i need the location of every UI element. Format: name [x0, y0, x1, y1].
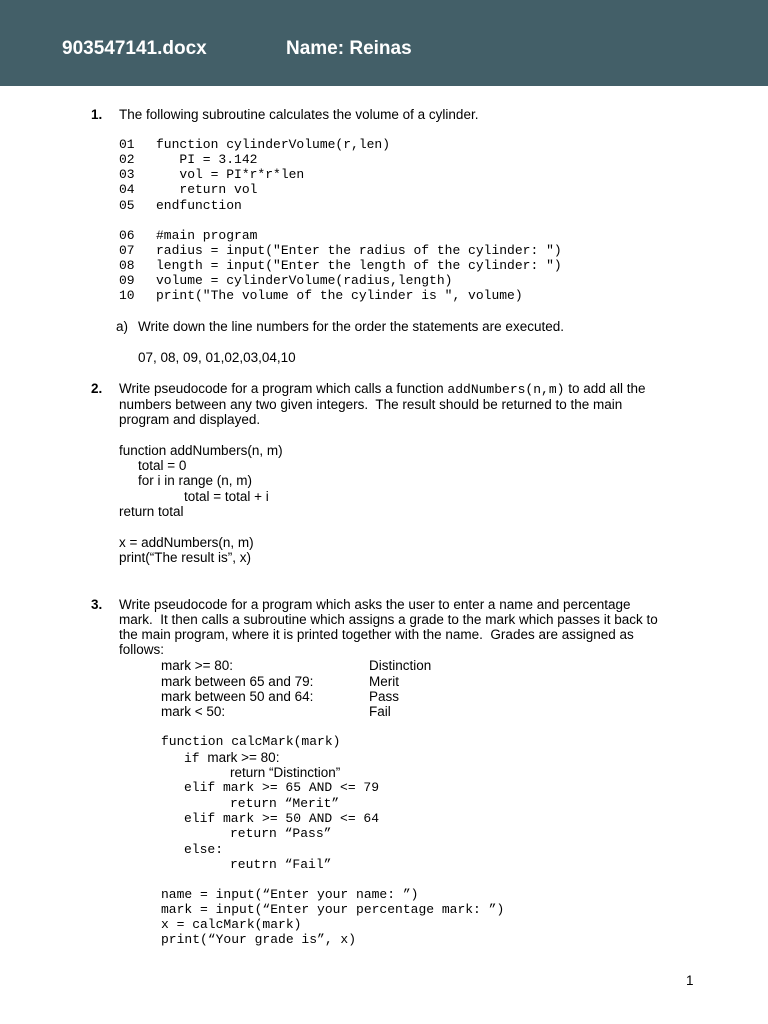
grade-condition: mark < 50: [161, 704, 226, 719]
code-line: print("The volume of the cylinder is ", volume) [156, 288, 523, 303]
document-filename: 903547141.docx [62, 38, 207, 59]
code-line: return vol [156, 182, 258, 197]
code-line: function calcMark(mark) [161, 734, 341, 749]
code-line-number: 02 [119, 152, 135, 167]
question-2-text: program and displayed. [119, 412, 261, 427]
question-3-text: follows: [119, 642, 165, 657]
grade-name: Fail [369, 704, 391, 719]
code-line: return “Distinction” [230, 765, 341, 780]
function-name: addNumbers(n,m) [447, 382, 565, 397]
code-line: x = calcMark(mark) [161, 917, 302, 932]
grade-condition: mark >= 80: [161, 658, 234, 673]
code-line-number: 07 [119, 243, 135, 258]
code-line-number: 05 [119, 198, 135, 213]
answer-line: for i in range (n, m) [138, 473, 253, 488]
code-line: elif mark >= 65 AND <= 79 [184, 780, 380, 795]
code-line-number: 04 [119, 182, 135, 197]
question-3-text: Write pseudocode for a program which asks the user to enter a name and percentage [119, 597, 631, 612]
answer-line: x = addNumbers(n, m) [119, 535, 254, 550]
code-line: elif mark >= 50 AND <= 64 [184, 811, 380, 826]
question-1-text: The following subroutine calculates the volume of a cylinder. [119, 107, 479, 122]
code-line: name = input(“Enter your name: ”) [161, 887, 419, 902]
code-line-number: 01 [119, 137, 135, 152]
code-line-number: 08 [119, 258, 135, 273]
code-line: length = input("Enter the length of the cylinder: ") [156, 258, 562, 273]
code-line: function cylinderVolume(r,len) [156, 137, 391, 152]
answer-line: total = 0 [138, 458, 187, 473]
question-3-text: mark. It then calls a subroutine which assigns a grade to the mark which passes it back to [119, 612, 658, 627]
code-line: reutrn “Fail” [230, 857, 332, 872]
grade-name: Merit [369, 674, 399, 689]
code-line: print(“Your grade is”, x) [161, 932, 357, 947]
code-line-number: 09 [119, 273, 135, 288]
student-name: Name: Reinas [286, 38, 412, 59]
code-line: return “Pass” [230, 826, 332, 841]
answer-line: print(“The result is”, x) [119, 550, 252, 565]
code-line: radius = input("Enter the radius of the cylinder: ") [156, 243, 562, 258]
code-line: else: [184, 842, 224, 857]
code-line: volume = cylinderVolume(radius,length) [156, 273, 453, 288]
code-line: if mark >= 80: [184, 750, 280, 766]
grade-name: Distinction [369, 658, 432, 673]
question-2-number: 2. [91, 381, 103, 396]
answer-line: total = total + i [184, 489, 269, 504]
code-line: #main program [156, 228, 258, 243]
part-a-label: a) [116, 319, 129, 334]
code-line: mark = input(“Enter your percentage mark: ”) [161, 902, 505, 917]
code-line: endfunction [156, 198, 242, 213]
part-a-answer: 07, 08, 09, 01,02,03,04,10 [138, 350, 296, 365]
question-3-number: 3. [91, 597, 103, 612]
code-line-number: 03 [119, 167, 135, 182]
answer-line: function addNumbers(n, m) [119, 443, 283, 458]
code-line: PI = 3.142 [156, 152, 258, 167]
code-line-number: 10 [119, 288, 135, 303]
question-1-number: 1. [91, 107, 103, 122]
question-3-text: the main program, where it is printed together with the name. Grades are assigned as [119, 627, 634, 642]
code-line: return “Merit” [230, 796, 340, 811]
question-2-text: Write pseudocode for a program which calls a function addNumbers(n,m) to add all the [119, 381, 646, 397]
code-line-number: 06 [119, 228, 135, 243]
answer-line: return total [119, 504, 184, 519]
grade-name: Pass [369, 689, 400, 704]
grade-condition: mark between 50 and 64: [161, 689, 314, 704]
grade-condition: mark between 65 and 79: [161, 674, 314, 689]
document-header [0, 0, 768, 86]
part-a-text: Write down the line numbers for the order the statements are executed. [138, 319, 564, 334]
page-number: 1 [686, 973, 694, 988]
code-line: vol = PI*r*r*len [156, 167, 305, 182]
question-2-text: numbers between any two given integers. The result should be returned to the main [119, 397, 623, 412]
